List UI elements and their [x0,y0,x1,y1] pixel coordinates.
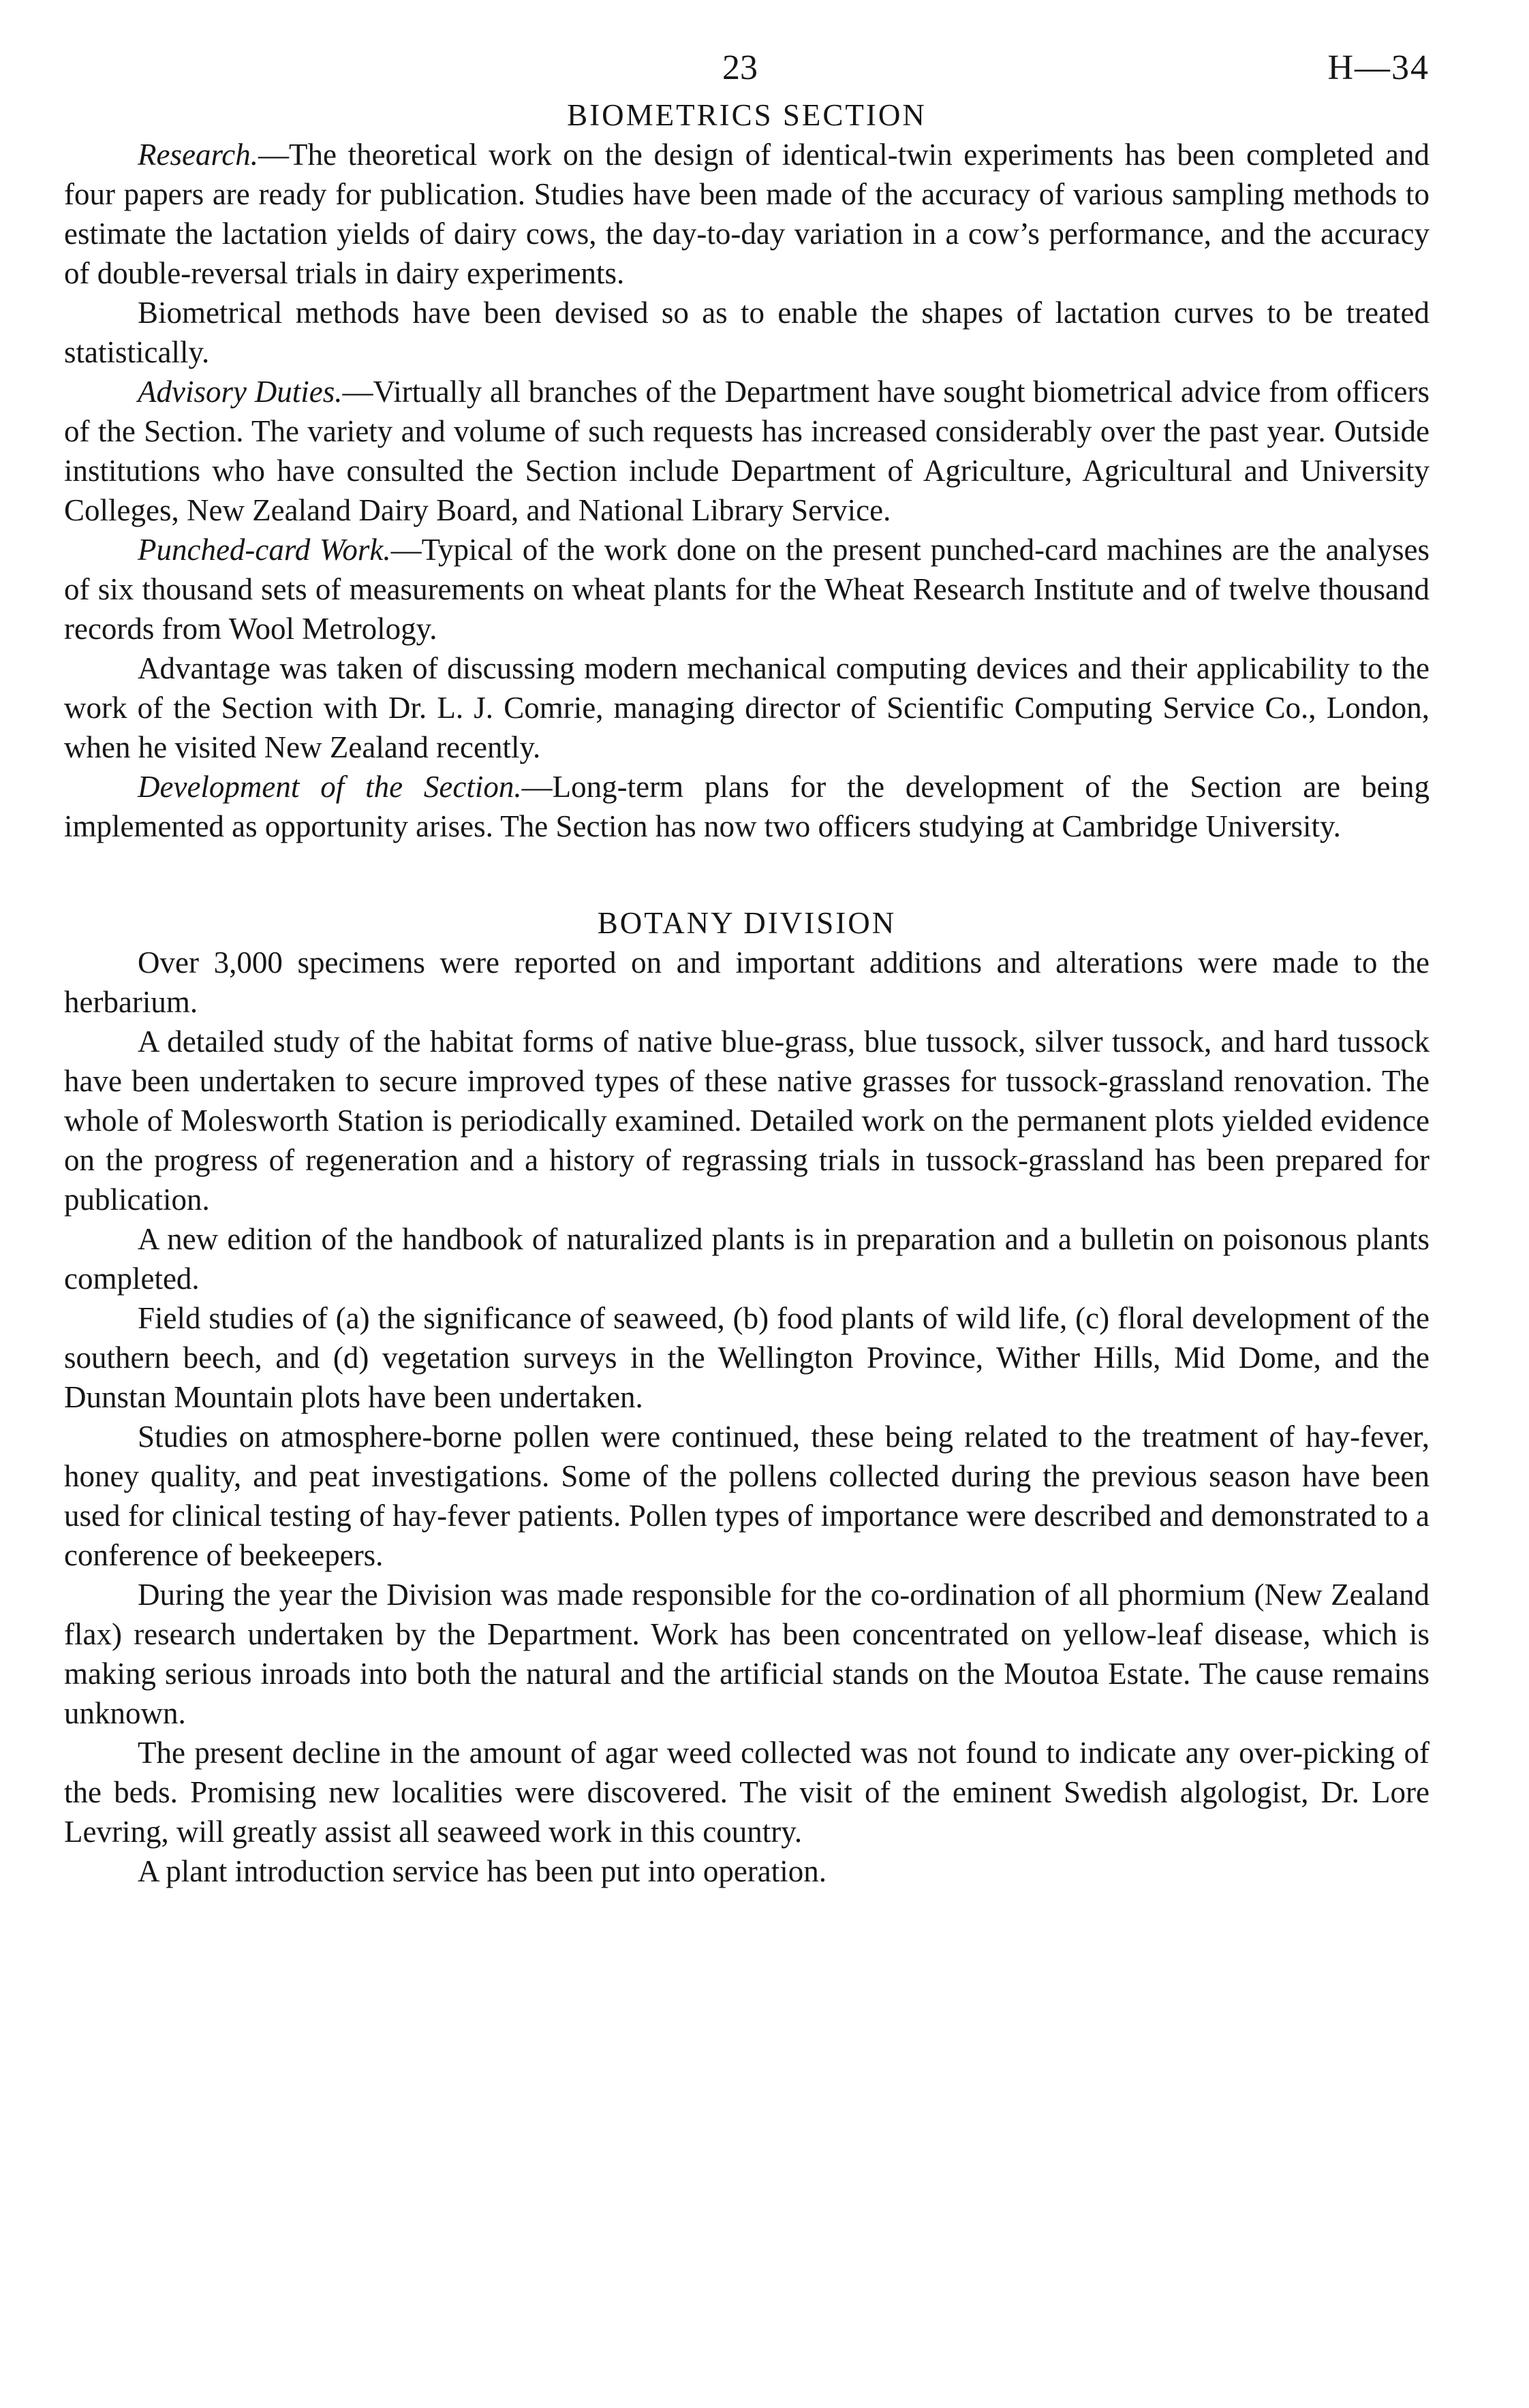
paragraph-text: Advantage was taken of discussing modern mechanical computing devices and their applicability to the work of the Section with Dr. L. J. Comrie, managing director of Scientific Computing Service Co., London, when he visited New Zealand recently. [64,651,1430,764]
page-number: 23 [722,48,758,87]
paragraph: Studies on atmosphere-borne pollen were continued, these being related to the treatment of hay-fever, honey quality, and peat investigations. Some of the pollens collected during the previous season have been used for clinical testing of hay-fever patients. Pollen types of importance were described and demonstrated to a conference of beekeepers. [64,1420,1430,1572]
paragraph [64,767,1430,846]
paragraph: The present decline in the amount of agar weed collected was not found to indicate any over-picking of the beds. Promising new localities were discovered. The visit of the eminent Swedish algologist, Dr. Lore Levring, will greatly assist all seaweed work in this country. [64,1736,1430,1849]
paragraph-lead: Punched-card Work. [138,533,391,567]
biometrics-section-body [64,135,1430,846]
document-reference: H—34 [1327,48,1430,87]
paragraph: During the year the Division was made responsible for the co-ordination of all phormium (New Zealand flax) research undertaken by the Department. Work has been concentrated on yellow-leaf disease, which is making serious inroads into both the natural and the artificial stands on the Moutoa Estate. The cause remains unknown. [64,1578,1430,1730]
paragraph [64,135,1430,293]
paragraph [64,530,1430,648]
botany-division-heading: BOTANY DIVISION [597,906,897,940]
paragraph-lead: Research. [138,138,259,172]
paragraph-text: Biometrical methods have been devised so as to enable the shapes of lactation curves to be treated statistically. [64,296,1430,369]
paragraph [64,372,1430,530]
botany-division-body [64,943,1430,1891]
paragraph-lead: Development of the Section. [138,770,522,804]
running-header [64,41,1430,95]
paragraph: Field studies of (a) the significance of seaweed, (b) food plants of wild life, (c) floral development of the southern beech, and (d) vegetation surveys in the Wellington Province, Wither Hills, Mid Dome, and the Dunstan Mountain plots have been undertaken. [64,1301,1430,1414]
paragraph [64,293,1430,372]
paragraph-lead: Advisory Duties. [138,375,343,409]
paragraph-text: —The theoretical work on the design of identical-twin experiments has been completed and four papers are ready for publication. Studies have been made of the accuracy of various sampling methods to estimate the lactation yields of dairy cows, the day-to-day variation in a cow’s performance, and the accuracy of double-reversal trials in dairy experiments. [64,138,1430,290]
paragraph-text: —Typical of the work done on the present punched-card machines are the analyses of six thousand sets of measurements on wheat plants for the Wheat Research Institute and of twelve thousand records from Wool Metrology. [64,533,1430,646]
document-page [64,41,1430,1891]
paragraph: A plant introduction service has been put into operation. [138,1854,827,1888]
paragraph-text: —Long-term plans for the development of the Section are being implemented as opportunity arises. The Section has now two officers studying at Cambridge University. [64,770,1430,843]
paragraph [64,648,1430,767]
paragraph: A detailed study of the habitat forms of native blue-grass, blue tussock, silver tussock, and hard tussock have been undertaken to secure improved types of these native grasses for tussock-grassland renovation. The whole of Molesworth Station is periodically examined. Detailed work on the permanent plots yielded evidence on the progress of regeneration and a history of regrassing trials in tussock-grassland has been prepared for publication. [64,1025,1430,1217]
biometrics-section-heading: BIOMETRICS SECTION [567,98,927,132]
paragraph-text: —Virtually all branches of the Department have sought biometrical advice from officers of the Section. The variety and volume of such requests has increased considerably over the past year. Outside institutions who have consulted the Section include Department of Agriculture, Agricultural and University Colleges, New Zealand Dairy Board, and National Library Service. [64,375,1430,527]
paragraph: A new edition of the handbook of naturalized plants is in preparation and a bulletin on poisonous plants completed. [64,1222,1430,1296]
paragraph: Over 3,000 specimens were reported on and important additions and alterations were made to the herbarium. [64,945,1430,1019]
